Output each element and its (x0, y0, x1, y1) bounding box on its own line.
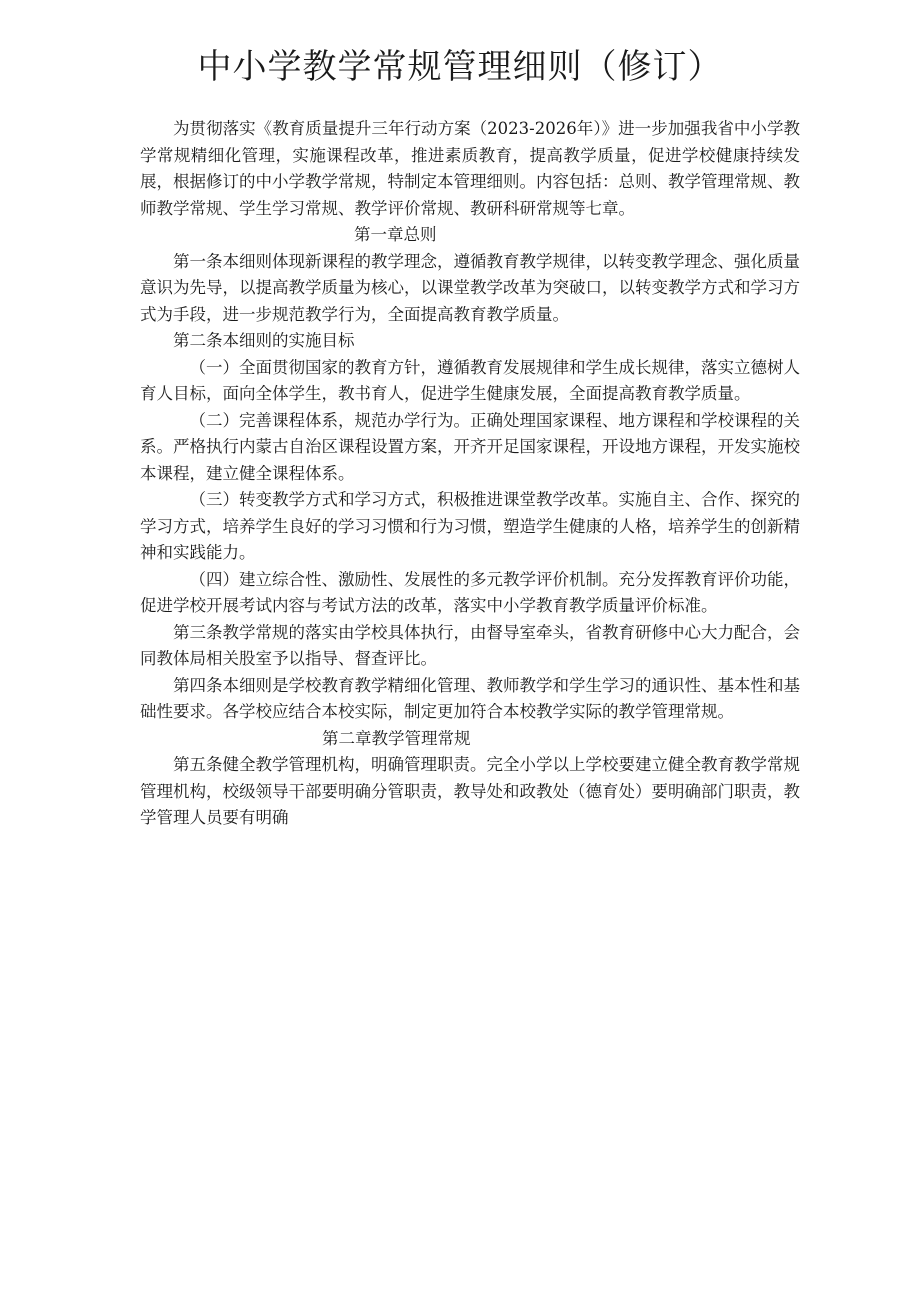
article-2-item-2: （二）完善课程体系，规范办学行为。正确处理国家课程、地方课程和学校课程的关系。严格执行内蒙古自治区课程设置方案，开齐开足国家课程，开设地方课程，开发实施校本课程，建立健全课程体系。 (140, 410, 800, 483)
article-2-item-3: （三）转变教学方式和学习方式，积极推进课堂教学改革。实施自主、合作、探究的学习方式，培养学生良好的学习习惯和行为习惯，塑造学生健康的人格，培养学生的创新精神和实践能力。 (140, 490, 800, 562)
article-4: 第四条本细则是学校教育教学精细化管理、教师教学和学生学习的通识性、基本性和基础性要求。各学校应结合本校实际，制定更加符合本校教学实际的教学管理常规。 (140, 675, 800, 721)
article-3: 第三条教学常规的落实由学校具体执行，由督导室牵头，省教育研修中心大力配合，会同教体局相关股室予以指导、督查评比。 (140, 622, 800, 668)
article-5: 第五条健全教学管理机构，明确管理职责。完全小学以上学校要建立健全教育教学常规管理机构，校级领导干部要明确分管职责，教导处和政教处（德育处）要明确部门职责，教学管理人员要有明确 (140, 755, 800, 827)
article-2-item-4: （四）建立综合性、激励性、发展性的多元教学评价机制。充分发挥教育评价功能，促进学校开展考试内容与考试方法的改革，落实中小学教育教学质量评价标准。 (140, 569, 800, 615)
article-2: 第二条本细则的实施目标 (173, 331, 355, 350)
chapter-1-heading: 第一章总则 (354, 225, 437, 244)
article-2-item-1: （一）全面贯彻国家的教育方针，遵循教育发展规律和学生成长规律，落实立德树人育人目标，面向全体学生，教书育人，促进学生健康发展，全面提高教育教学质量。 (140, 357, 800, 403)
intro-paragraph: 为贯彻落实《教育质量提升三年行动方案（2023-2026年）》进一步加强我省中小学教学常规精细化管理，实施课程改革，推进素质教育，提高教学质量，促进学校健康持续发展，根据修订的中小学教学常规，特制定本管理细则。内容包括：总则、教学管理常规、教师教学常规、学生学习常规、教学评价常规、教研科研常规等七章。 (140, 119, 800, 218)
document-body (140, 116, 800, 832)
document-title: 中小学教学常规管理细则（修订） (197, 47, 723, 87)
article-1: 第一条本细则体现新课程的教学理念，遵循教育教学规律，以转变教学理念、强化质量意识为先导，以提高教学质量为核心，以课堂教学改革为突破口，以转变教学方式和学习方式为手段，进一步规范教学行为，全面提高教育教学质量。 (140, 251, 800, 324)
chapter-2-heading: 第二章教学管理常规 (322, 728, 471, 748)
